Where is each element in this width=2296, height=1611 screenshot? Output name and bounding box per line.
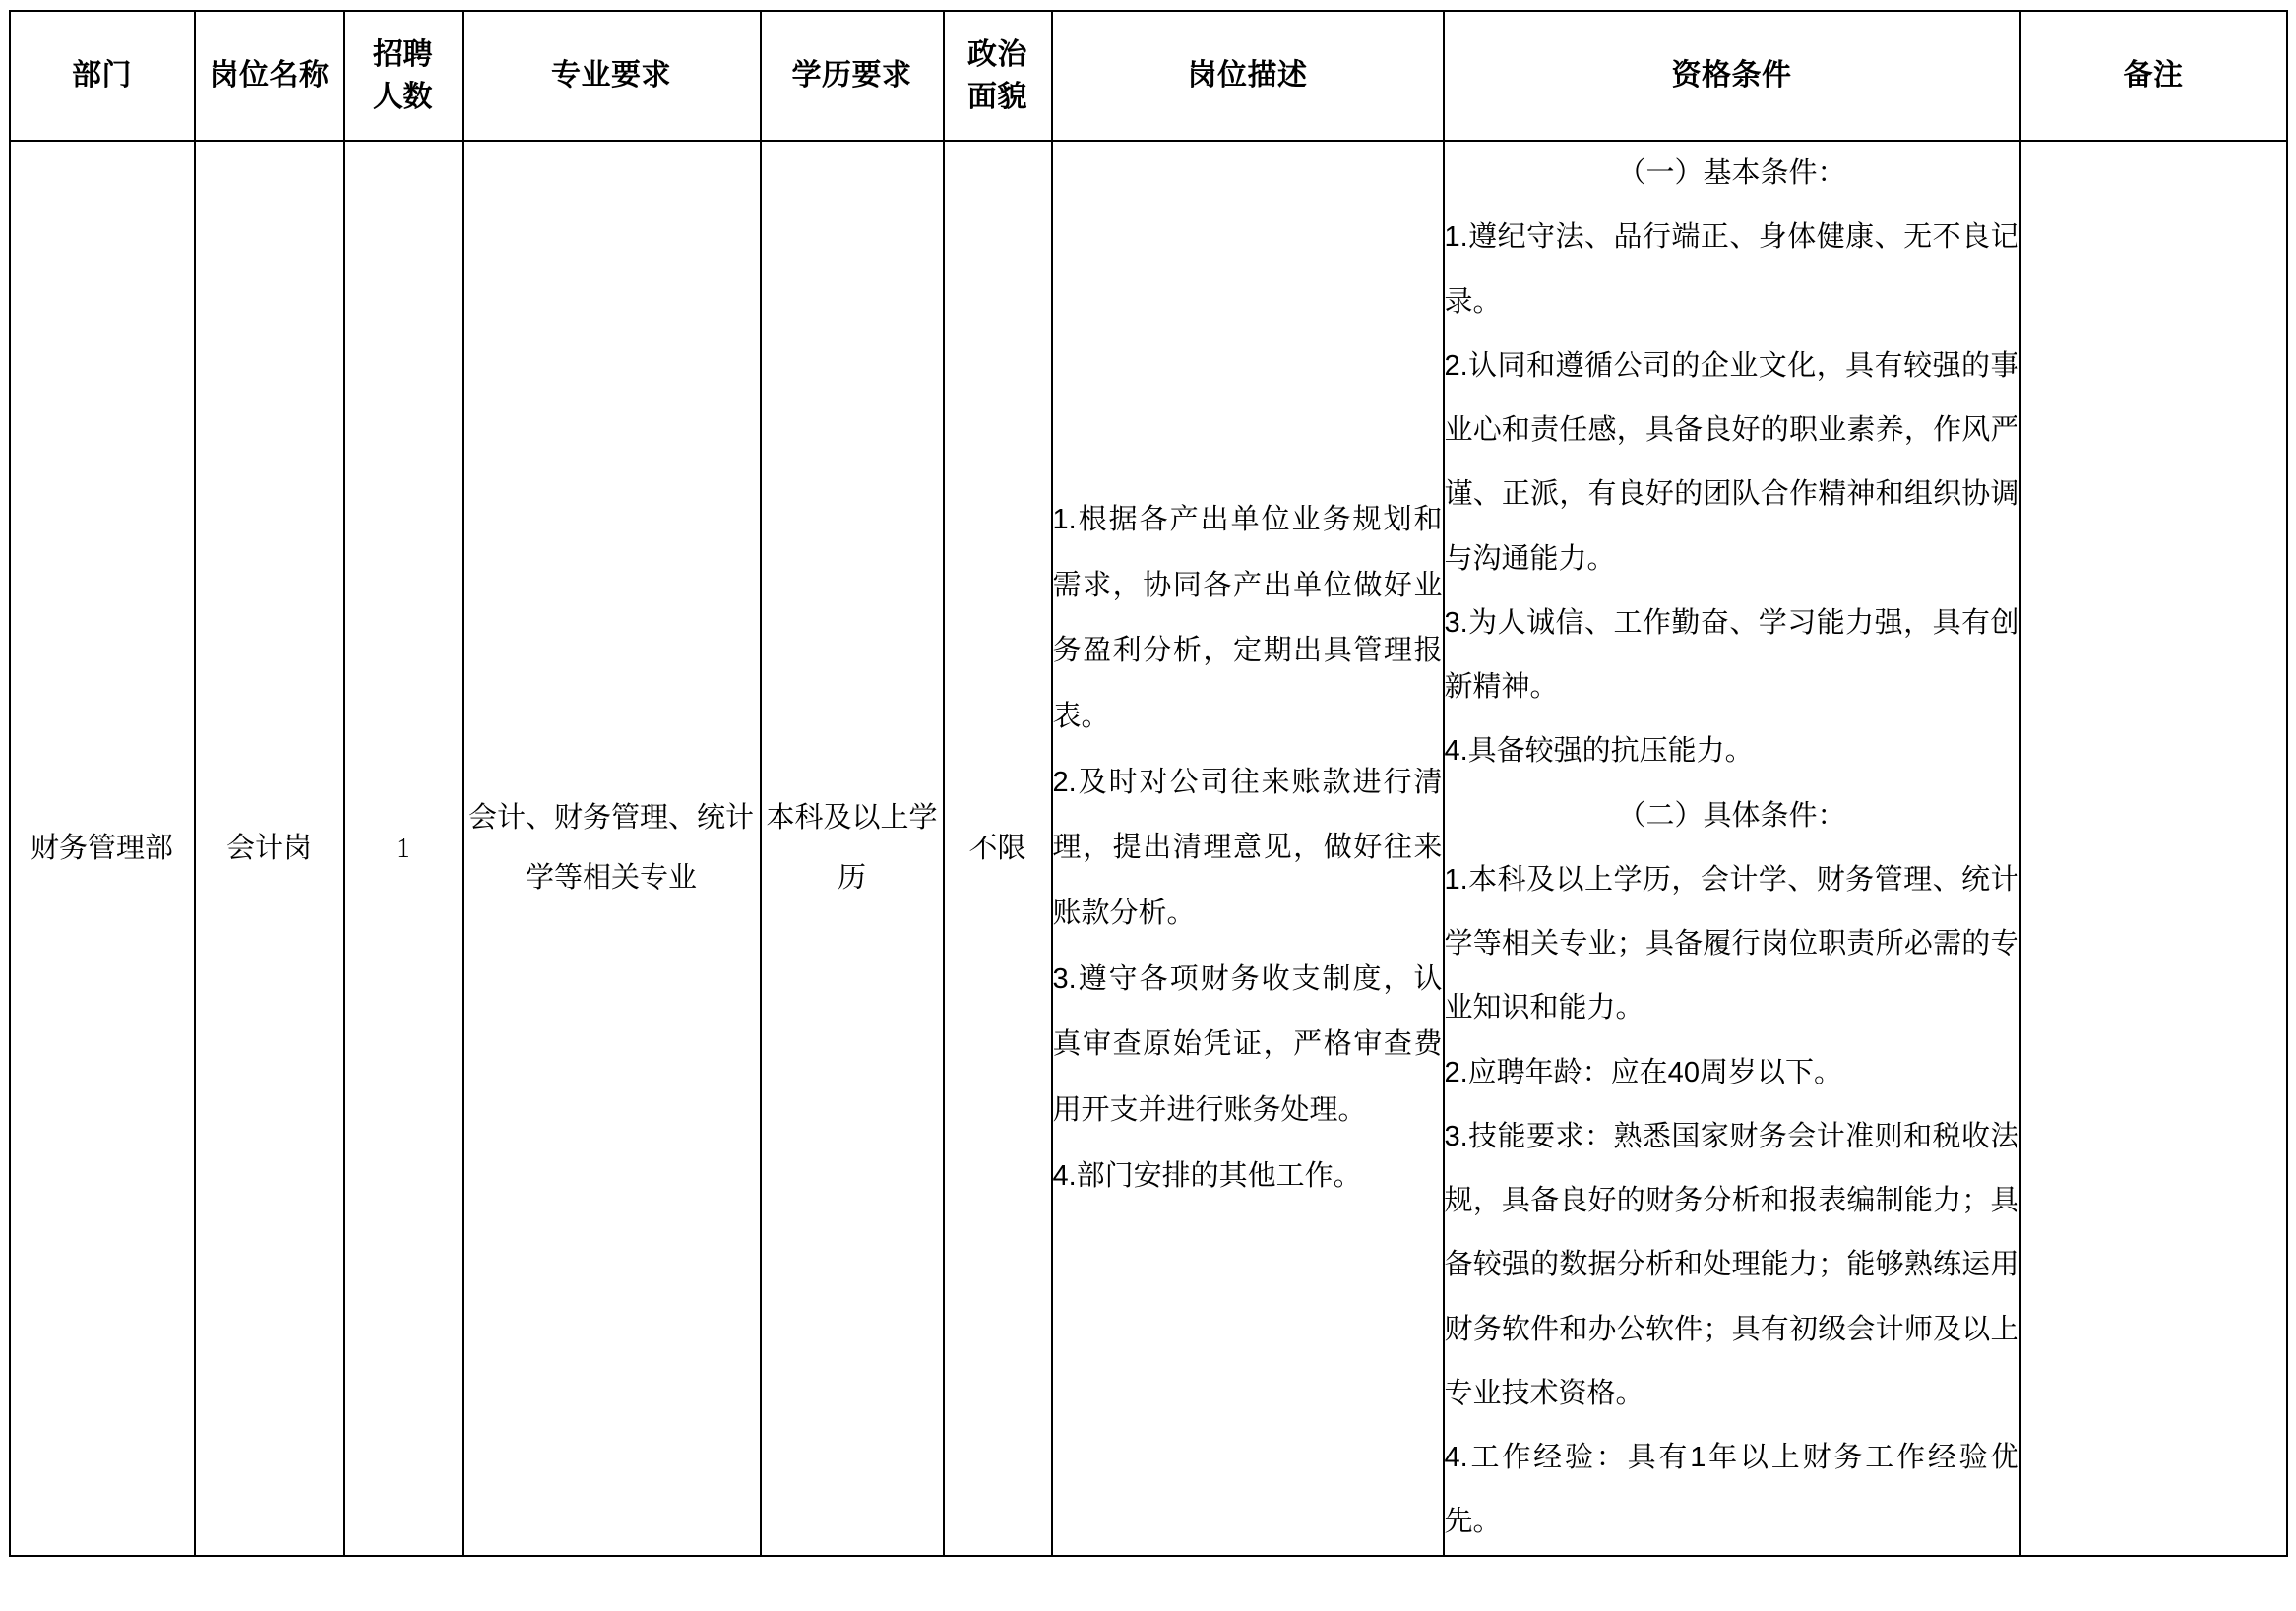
column-header-political-line1: 政治 — [967, 37, 1027, 71]
column-header-edu-label: 学历要求 — [791, 58, 912, 92]
column-header-major — [463, 11, 761, 141]
column-header-dept-label: 部门 — [72, 58, 132, 92]
table-row — [10, 141, 2287, 1556]
column-header-desc — [1052, 11, 1444, 141]
column-header-num-line1: 招聘 — [373, 37, 433, 71]
description-item: 4.部门安排的其他工作。 — [1052, 1159, 1362, 1192]
column-header-political-line2: 面貌 — [967, 81, 1027, 113]
description-paragraph-list — [1053, 487, 1443, 1209]
column-header-remark-label: 备注 — [2123, 58, 2184, 92]
cell-dept: 财务管理部 — [10, 141, 195, 1556]
column-header-num — [344, 11, 463, 141]
qualification-item: 3.为人诚信、工作勤奋、学习能力强，具有创新精神。 — [1444, 606, 2019, 703]
qualification-heading: （一）基本条件： — [1617, 157, 1846, 189]
description-item: 1.根据各产出单位业务规划和需求，协同各产出单位做好业务盈利分析，定期出具管理报表。 — [1052, 503, 1443, 733]
column-header-post-label: 岗位名称 — [209, 58, 330, 92]
column-header-qual-label: 资格条件 — [1671, 58, 1792, 92]
qualification-heading: （二）具体条件： — [1617, 799, 1846, 832]
table-header — [10, 11, 2287, 141]
cell-num: 1 — [344, 141, 463, 1556]
cell-post: 会计岗 — [195, 141, 344, 1556]
cell-political: 不限 — [944, 141, 1052, 1556]
cell-qualification — [1444, 141, 2020, 1556]
cell-major: 会计、财务管理、统计学等相关专业 — [463, 141, 761, 1556]
column-header-desc-label: 岗位描述 — [1187, 58, 1308, 92]
column-header-major-label: 专业要求 — [551, 58, 671, 92]
qualification-item: 2.认同和遵循公司的企业文化，具有较强的事业心和责任感，具备良好的职业素养，作风严谨、正派，有良好的团队合作精神和组织协调与沟通能力。 — [1444, 349, 2019, 575]
column-header-edu — [761, 11, 944, 141]
cell-edu: 本科及以上学历 — [761, 141, 944, 1556]
table-header-row — [10, 11, 2287, 141]
qualification-item: 4.工作经验：具有1年以上财务工作经验优先。 — [1444, 1442, 2019, 1538]
column-header-political — [944, 11, 1052, 141]
recruitment-table — [9, 10, 2288, 1557]
column-header-qual — [1444, 11, 2020, 141]
qualification-item: 1.遵纪守法、品行端正、身体健康、无不良记录。 — [1444, 221, 2019, 318]
column-header-num-line2: 人数 — [373, 81, 433, 113]
description-item: 3.遵守各项财务收支制度，认真审查原始凭证，严格审查费用开支并进行账务处理。 — [1052, 962, 1443, 1127]
column-header-dept — [10, 11, 195, 141]
qualification-item: 3.技能要求：熟悉国家财务会计准则和税收法规，具备良好的财务分析和报表编制能力；具备较强的数据分析和处理能力；能够熟练运用财务软件和办公软件；具有初级会计师及以上专业技术资格。 — [1444, 1120, 2019, 1409]
qualification-item: 1.本科及以上学历，会计学、财务管理、统计学等相关专业；具备履行岗位职责所必需的专业知识和能力。 — [1444, 863, 2019, 1024]
cell-remark — [2020, 141, 2287, 1556]
column-header-remark — [2020, 11, 2287, 141]
qualification-paragraph-list — [1445, 142, 2019, 1555]
table-body — [10, 141, 2287, 1556]
qualification-item: 4.具备较强的抗压能力。 — [1444, 735, 1754, 768]
column-header-post — [195, 11, 344, 141]
cell-description — [1052, 141, 1444, 1556]
description-item: 2.及时对公司往来账款进行清理，提出清理意见，做好往来账款分析。 — [1052, 766, 1443, 930]
qualification-item: 2.应聘年龄：应在40周岁以下。 — [1444, 1056, 1842, 1088]
